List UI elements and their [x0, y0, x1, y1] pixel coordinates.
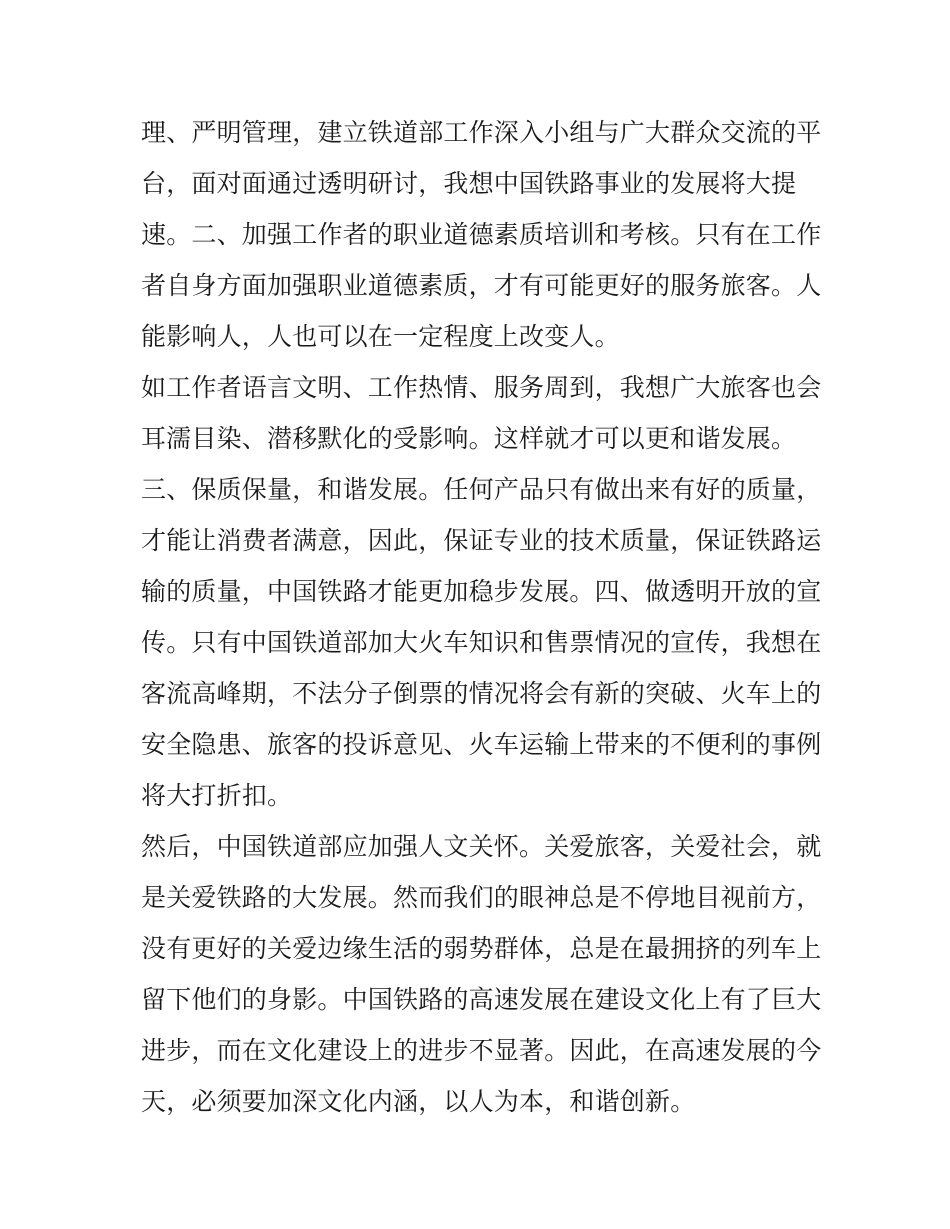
text-line: 客流高峰期，不法分子倒票的情况将会有新的突破、火车上的 — [141, 679, 822, 708]
text-line: 进步，而在文化建设上的进步不显著。因此，在高速发展的今 — [141, 1036, 822, 1065]
text-line: 没有更好的关爱边缘生活的弱势群体，总是在最拥挤的列车上 — [141, 934, 822, 963]
text-line: 安全隐患、旅客的投诉意见、火车运输上带来的不便利的事例 — [141, 730, 822, 759]
text-line: 者自身方面加强职业道德素质，才有可能更好的服务旅客。人 — [141, 271, 822, 300]
text-line: 传。只有中国铁道部加大火车知识和售票情况的宣传，我想在 — [141, 628, 822, 657]
text-line: 留下他们的身影。中国铁路的高速发展在建设文化上有了巨大 — [141, 985, 822, 1014]
text-line: 耳濡目染、潜移默化的受影响。这样就才可以更和谐发展。 — [141, 424, 797, 453]
text-line: 天，必须要加深文化内涵，以人为本，和谐创新。 — [141, 1087, 696, 1116]
body-text — [141, 107, 821, 1127]
text-line: 如工作者语言文明、工作热情、服务周到，我想广大旅客也会 — [141, 373, 822, 402]
text-line: 能影响人，人也可以在一定程度上改变人。 — [141, 322, 620, 351]
text-line: 然后，中国铁道部应加强人文关怀。关爱旅客，关爱社会，就 — [141, 832, 822, 861]
text-line: 才能让消费者满意，因此，保证专业的技术质量，保证铁路运 — [141, 526, 822, 555]
text-line: 台，面对面通过透明研讨，我想中国铁路事业的发展将大提 — [141, 169, 797, 198]
text-line: 输的质量，中国铁路才能更加稳步发展。四、做透明开放的宣 — [141, 577, 822, 606]
text-line: 理、严明管理，建立铁道部工作深入小组与广大群众交流的平 — [141, 118, 822, 147]
text-line: 三、保质保量，和谐发展。任何产品只有做出来有好的质量， — [141, 475, 822, 504]
text-line: 是关爱铁路的大发展。然而我们的眼神总是不停地目视前方， — [141, 883, 822, 912]
text-line: 速。二、加强工作者的职业道德素质培训和考核。只有在工作 — [141, 220, 822, 249]
text-line: 将大打折扣。 — [141, 781, 293, 810]
